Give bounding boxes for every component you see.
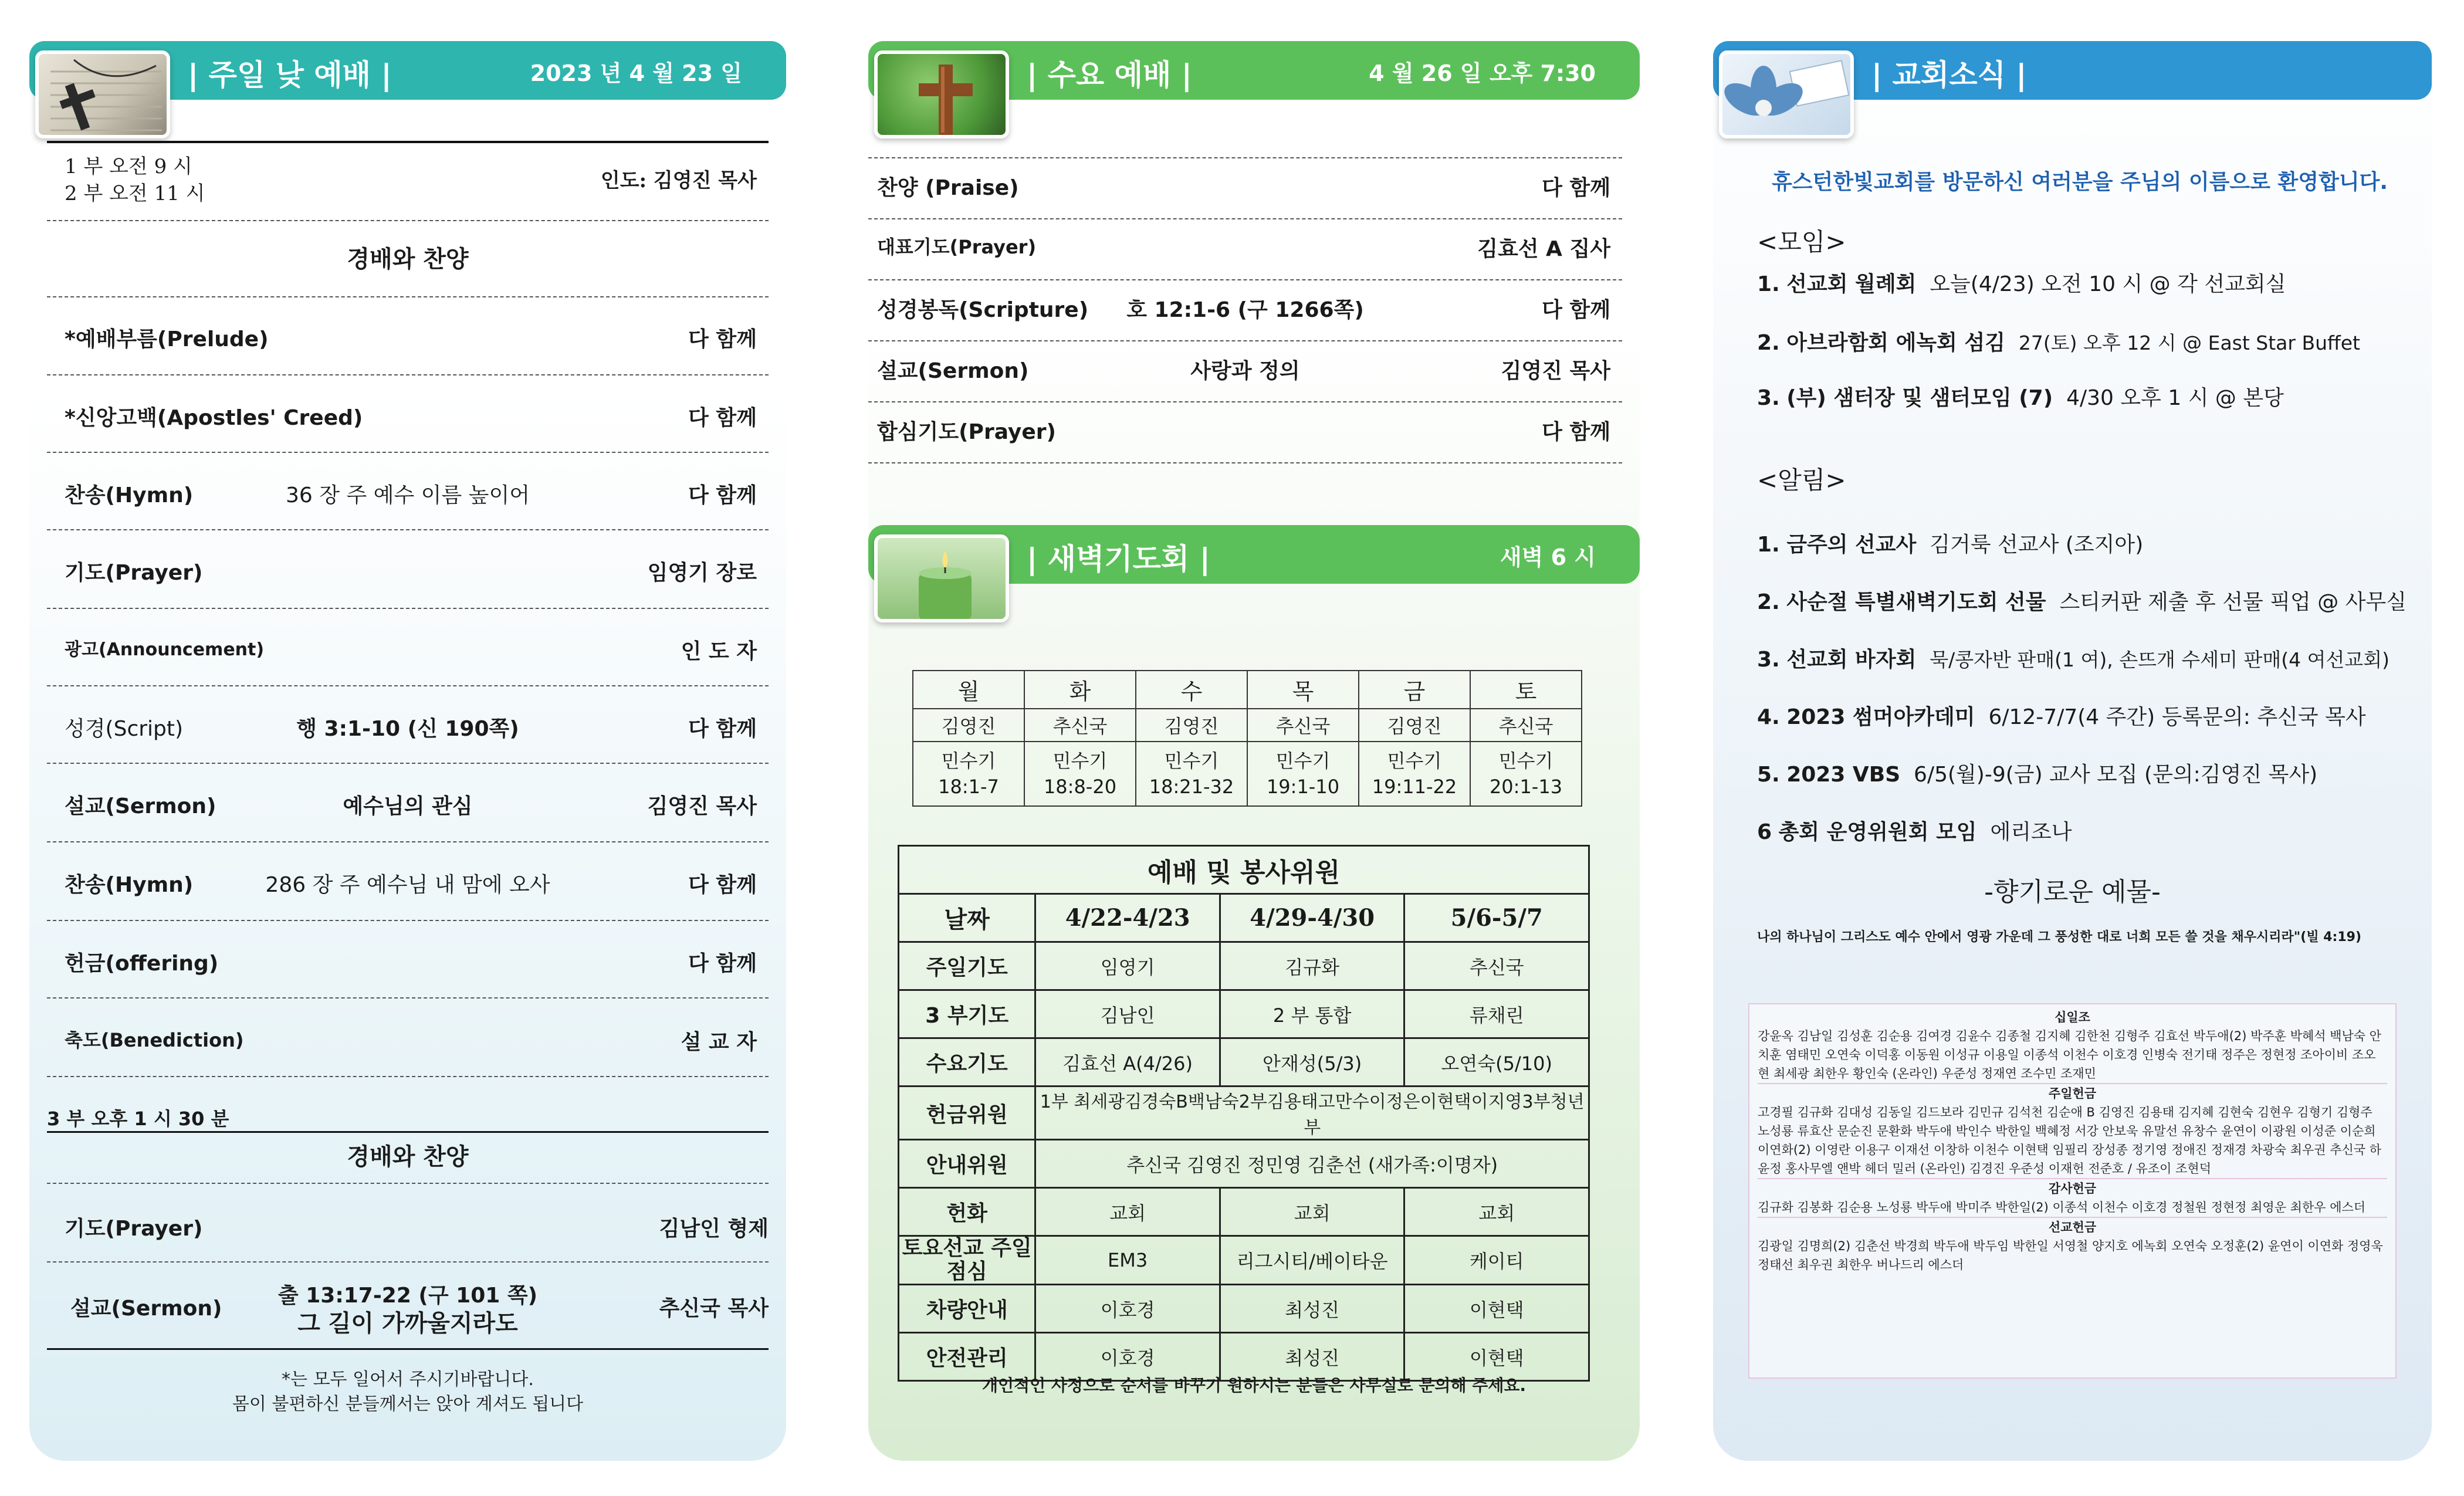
table-cell: 교회: [1220, 1188, 1404, 1236]
dawn-header-title: | 새벽기도회 |: [1027, 542, 1210, 576]
item-title: 아브라함회 에녹회 섬김: [1786, 331, 2006, 355]
sunday-times: [47, 150, 769, 209]
order-responsible: 김효선 A 집사: [1477, 237, 1610, 261]
table-cell: 김효선 A(4/26): [1035, 1038, 1220, 1087]
day-cell: 수: [1136, 671, 1247, 709]
table-cell: EM3: [1035, 1236, 1220, 1285]
date-column: 5/6-5/7: [1404, 894, 1589, 942]
table-cell: 교회: [1035, 1188, 1220, 1236]
order-responsible: 다 함께: [1542, 298, 1610, 322]
item-detail: 27(토) 오후 12 시 @ East Star Buffet: [2018, 331, 2360, 354]
order-label: 찬양 (Praise): [877, 176, 1019, 200]
order-detail: 36 장 주 예수 이름 높이어: [285, 483, 530, 507]
passage-book: 민수기: [1387, 750, 1442, 772]
passage-ref: 19:11-22: [1372, 776, 1457, 798]
table-cell: 김남인: [1035, 990, 1220, 1038]
notice-item: [1757, 815, 2072, 845]
divider: [47, 220, 769, 221]
sermon-title: 예수님의 관심: [343, 794, 473, 818]
passage-book: 민수기: [1164, 750, 1219, 772]
offering-section-title: 십일조: [2055, 1010, 2090, 1024]
item-number: 6: [1757, 820, 1772, 844]
table-cell: 안재성(5/3): [1220, 1038, 1404, 1087]
divider: [868, 462, 1622, 463]
divider: [47, 920, 769, 921]
divider: [47, 529, 769, 530]
order-responsible: 추신국 목사: [659, 1297, 769, 1321]
order-responsible: 다 함께: [688, 952, 757, 976]
item-detail: 6/12-7/7(4 주간) 등록문의: 추신국 목사: [1988, 705, 2366, 729]
wednesday-panel: [868, 41, 1640, 1461]
flower-card-image: [1719, 50, 1854, 138]
item-number: 4.: [1757, 705, 1780, 729]
table-cell: 김규화: [1220, 942, 1404, 990]
order-label: 찬송(Hymn): [65, 873, 194, 897]
candle-icon: [878, 538, 1009, 622]
wooden-cross-image: [874, 50, 1009, 138]
divider: [47, 141, 769, 143]
divider: [868, 340, 1622, 341]
order-responsible: 설 교 자: [681, 1030, 757, 1054]
table-cell: 류채린: [1404, 990, 1589, 1038]
meeting-item: [1757, 381, 2284, 411]
item-detail: 오늘(4/23) 오전 10 시 @ 각 선교회실: [1930, 272, 2286, 296]
offering-list: [1748, 1003, 2397, 1379]
order-label: 합심기도(Prayer): [877, 420, 1056, 444]
order-responsible: 다 함께: [688, 327, 757, 351]
table-cell: 이호경: [1035, 1285, 1220, 1333]
sunday-header: [29, 41, 786, 100]
date-column: 4/22-4/23: [1035, 894, 1220, 942]
flower-icon: [1722, 54, 1854, 138]
dawn-header: [868, 525, 1640, 584]
footnote-line: 몸이 불편하신 분들께서는 앉아 계셔도 됩니다: [232, 1394, 584, 1414]
divider: [47, 374, 769, 375]
item-detail: 스티커판 제출 후 선물 픽업 @ 사무실: [2059, 590, 2407, 614]
scripture-ref: 호 12:1-6 (구 1266쪽): [1126, 298, 1364, 322]
offering-section-title: 선교헌금: [1758, 1217, 2387, 1237]
divider: [47, 1131, 769, 1133]
item-detail: 김거룩 선교사 (조지아): [1930, 533, 2144, 557]
item-title: 선교회 바자회: [1786, 648, 1917, 672]
order-label: 설교(Sermon): [65, 794, 216, 818]
divider: [47, 1076, 769, 1077]
order-label: 성경(Script): [65, 717, 184, 741]
order-detail: 286 장 주 예수님 내 맘에 오사: [265, 873, 550, 897]
table-row: [899, 1236, 1589, 1285]
preacher-cell: 김영진: [913, 709, 1024, 742]
item-number: 5.: [1757, 763, 1780, 787]
day-cell: 월: [913, 671, 1024, 709]
passage-ref: 19:1-10: [1266, 776, 1340, 798]
order-responsible: 다 함께: [688, 717, 757, 741]
row-label: 안내위원: [899, 1140, 1035, 1188]
usher-members: 추신국 김영진 정민영 김춘선 (새가족:이명자): [1035, 1140, 1589, 1188]
offering-names: 고경필 김규화 김대성 김동일 김드보라 김민규 김석천 김순애 B 김영진 김용태 김지혜 김현숙 김현우 김형기 김형주 노성룡 류효산 문순진 문환화 박두애 박인수 박한일 백혜정 서강 안보욱 유말선 유창수 윤연이 이광원 이성준 이순희 이연화(2) 이영란 이용구 이재선 이창하 이천수 이현택 임필리 장성종 정기영 정애진 정재경 차광숙 최우권 추신국 하윤정 홍사무엘 앤박 헤더 밀러 (온라인) 김경진 우준성 이재헌 전준호 / 유조이 조현덕: [1758, 1105, 2382, 1176]
order-responsible: 인 도 자: [681, 639, 757, 664]
item-title: 총회 운영위원회 모임: [1778, 820, 1977, 844]
service-volunteers-table: [898, 845, 1590, 1382]
offering-section-title: 주일헌금: [1758, 1083, 2387, 1103]
passage-book: 민수기: [1052, 750, 1108, 772]
offering-names: 강윤옥 김남일 김성훈 김순용 김여경 김윤수 김종철 김지혜 김한천 김형주 김효선 박두애(2) 박주훈 박혜석 백남숙 안치훈 염태민 오연숙 이덕홍 이동원 이성규 이용일 이종석 이천수 이호경 인병숙 전기태 정주은 정현정 조아이비 조오현 최세광 최한우 황인숙 (온라인) 우준성 정재연 조수민 조재민: [1758, 1029, 2382, 1081]
table-cell: 케이티: [1404, 1236, 1589, 1285]
order-responsible: 다 함께: [688, 873, 757, 897]
order-label: 기도(Prayer): [65, 1217, 203, 1241]
scripture-ref: 출 13:17-22 (구 101 쪽): [277, 1284, 538, 1308]
wednesday-header-date: 4 월 26 일 오후 7:30: [1369, 60, 1596, 86]
sunday-header-date: 2023 년 4 월 23 일: [530, 60, 742, 86]
passage-ref: 18:8-20: [1043, 776, 1117, 798]
offering-section-title: 감사헌금: [1758, 1178, 2387, 1198]
passage-cell: [1359, 742, 1470, 806]
table-row: [899, 942, 1589, 990]
row-label: 차량안내: [899, 1285, 1035, 1333]
wednesday-header-title: | 수요 예배 |: [1027, 58, 1192, 92]
news-header-title: | 교회소식 |: [1871, 58, 2027, 92]
order-responsible: 김영진 목사: [647, 794, 757, 818]
item-number: 2.: [1757, 590, 1780, 614]
item-detail: 4/30 오후 1 시 @ 본당: [2066, 386, 2284, 410]
order-responsible: 다 함께: [688, 406, 757, 430]
order-label: 광고(Announcement): [65, 639, 265, 660]
passage-cell: [1024, 742, 1136, 806]
passage-book: 민수기: [1498, 750, 1553, 772]
order-label: 설교(Sermon): [70, 1297, 222, 1321]
order-responsible: 다 함께: [1542, 420, 1610, 444]
item-detail: 묵/콩자반 판매(1 여), 손뜨개 수세미 판매(4 여선교회): [1930, 648, 2389, 671]
day-cell: 토: [1470, 671, 1582, 709]
table-cell: 이현택: [1404, 1333, 1589, 1381]
preacher-cell: 추신국: [1247, 709, 1359, 742]
table-cell: 이호경: [1035, 1333, 1220, 1381]
divider: [47, 841, 769, 842]
notice-item: [1757, 643, 2389, 673]
order-responsible: 다 함께: [1542, 176, 1610, 200]
order-label: *신앙고백(Apostles' Creed): [65, 406, 363, 430]
row-label: 3 부기도: [899, 990, 1035, 1038]
sunday-header-title: | 주일 낮 예배 |: [188, 58, 392, 92]
notice-item: [1757, 528, 2143, 558]
offering-verse: 나의 하나님이 그리스도 예수 안에서 영광 가운데 그 풍성한 대로 너희 모든 쓸 것을 채우시리라"(빌 4:19): [1757, 930, 2362, 945]
divider: [47, 452, 769, 453]
section-title-text: 경배와 찬양: [347, 1143, 469, 1170]
item-number: 1.: [1757, 272, 1780, 296]
order-item: [47, 1279, 769, 1343]
passage-cell: [1136, 742, 1247, 806]
order-label: 축도(Benediction): [65, 1029, 244, 1051]
item-detail: 에리조나: [1990, 820, 2072, 844]
passage-cell: [1247, 742, 1359, 806]
order-label: 헌금(offering): [65, 952, 219, 976]
day-cell: 금: [1359, 671, 1470, 709]
offering-names: 김규화 김봉화 김순용 노성룡 박두애 박미주 박한일(2) 이종석 이천수 이호경 정철원 정현정 최영운 최한우 에스더: [1758, 1200, 2366, 1214]
table-cell: 교회: [1404, 1188, 1589, 1236]
preacher-cell: 김영진: [1359, 709, 1470, 742]
table-cell: 2 부 통합: [1220, 990, 1404, 1038]
order-responsible: 김영진 목사: [1501, 359, 1610, 383]
news-header: [1713, 41, 2432, 100]
item-title: 2023 VBS: [1786, 763, 1901, 787]
preacher-cell: 추신국: [1470, 709, 1582, 742]
leader: 인도: 김영진 목사: [600, 169, 757, 192]
divider: [868, 218, 1622, 219]
table-note-text: 개인적인 사정으로 순서를 바꾸기 원하시는 분들은 사무실로 문의해 주세요.: [981, 1376, 1527, 1395]
divider: [47, 296, 769, 297]
table-cell: 최성진: [1220, 1285, 1404, 1333]
table-caption: 예배 및 봉사위원: [899, 846, 1589, 894]
table-row: [899, 990, 1589, 1038]
candle-image: [874, 534, 1009, 622]
day-cell: 목: [1247, 671, 1359, 709]
meeting-item: [1757, 326, 2360, 356]
order-responsible: 김남인 형제: [659, 1217, 769, 1241]
sunday-worship-panel: [29, 41, 786, 1461]
table-cell: 이현택: [1404, 1285, 1589, 1333]
divider: [47, 1348, 769, 1350]
item-number: 3.: [1757, 386, 1780, 410]
item-title: 2023 썸머아카데미: [1786, 705, 1975, 729]
order-label: 설교(Sermon): [877, 359, 1029, 383]
passage-ref: 20:1-13: [1489, 776, 1563, 798]
dawn-header-time: 새벽 6 시: [1500, 544, 1596, 570]
preacher-cell: 추신국: [1024, 709, 1136, 742]
item-title: 사순절 특별새벽기도회 선물: [1786, 590, 2046, 614]
table-cell: 최성진: [1220, 1333, 1404, 1381]
item-title: 선교회 월례회: [1786, 272, 1917, 296]
sermon-title: 사랑과 정의: [1190, 359, 1300, 383]
divider: [47, 763, 769, 764]
date-label: 날짜: [899, 894, 1035, 942]
item-title: 금주의 선교사: [1786, 533, 1917, 557]
notice-item: [1757, 700, 2366, 730]
notices-title: <알림>: [1757, 466, 1846, 495]
order-label: 찬송(Hymn): [65, 483, 194, 507]
service-time-1: 1 부 오전 9 시: [65, 155, 192, 178]
section-title-text: 경배와 찬양: [347, 246, 469, 273]
notice-item: [1757, 758, 2317, 788]
item-detail: 6/5(월)-9(금) 교사 모집 (문의:김영진 목사): [1914, 763, 2318, 787]
divider: [47, 1183, 769, 1184]
third-service-time: 3 부 오후 1 시 30 분: [47, 1108, 229, 1130]
meeting-item: [1757, 268, 2286, 297]
meetings-title: <모임>: [1757, 228, 1846, 256]
cross-icon: [878, 54, 1009, 138]
date-column: 4/29-4/30: [1220, 894, 1404, 942]
offering-names: 김광일 김명희(2) 김춘선 박경희 박두애 박두임 박한일 서영철 양지호 에녹회 오연숙 오정훈(2) 윤연이 이연화 정영욱 정태선 최우권 최한우 버나드리 에스더: [1758, 1239, 2383, 1272]
order-detail: 행 3:1-10 (신 190쪽): [296, 717, 519, 741]
table-cell: 추신국: [1404, 942, 1589, 990]
preacher-cell: 김영진: [1136, 709, 1247, 742]
day-cell: 화: [1024, 671, 1136, 709]
notice-item: [1757, 585, 2407, 615]
item-title: (부) 샘터장 및 샘터모임 (7): [1786, 386, 2053, 410]
passage-cell: [1470, 742, 1582, 806]
table-row: [899, 1188, 1589, 1236]
row-label: 안전관리: [899, 1333, 1035, 1381]
order-label: 대표기도(Prayer): [877, 236, 1037, 258]
divider: [868, 157, 1622, 158]
row-label: 헌금위원: [899, 1087, 1035, 1140]
cross-icon: [39, 54, 170, 138]
order-label: 기도(Prayer): [65, 561, 203, 585]
divider: [47, 685, 769, 686]
church-news-panel: [1713, 41, 2432, 1461]
divider: [47, 1261, 769, 1263]
order-responsible: 다 함께: [688, 483, 757, 507]
offering-title: -향기로운 예물-: [1984, 877, 2161, 907]
divider: [47, 608, 769, 609]
order-label: 성경봉독(Scripture): [877, 298, 1089, 322]
item-number: 2.: [1757, 331, 1780, 355]
wednesday-header: [868, 41, 1640, 100]
row-label: 주일기도: [899, 942, 1035, 990]
bible-cross-image: [35, 50, 170, 138]
passage-book: 민수기: [941, 750, 996, 772]
welcome-message: 휴스턴한빛교회를 방문하신 여러분을 주님의 이름으로 환영합니다.: [1772, 170, 2388, 194]
passage-book: 민수기: [1275, 750, 1331, 772]
table-row: [899, 1087, 1589, 1140]
table-cell: 오연숙(5/10): [1404, 1038, 1589, 1087]
offering-members: 1부 최세광김경숙B백남숙2부김용태고만수이정은이현택이지영3부청년부: [1035, 1087, 1589, 1140]
passage-ref: 18:1-7: [938, 776, 999, 798]
divider: [47, 997, 769, 999]
table-row: [899, 1038, 1589, 1087]
table-row: [899, 1285, 1589, 1333]
dawn-schedule-table: [912, 670, 1582, 807]
row-label: 수요기도: [899, 1038, 1035, 1087]
passage-ref: 18:21-32: [1149, 776, 1234, 798]
order-responsible: 임영기 장로: [647, 561, 757, 585]
divider: [868, 401, 1622, 402]
divider: [868, 279, 1622, 280]
footnote-line: *는 모두 일어서 주시기바랍니다.: [282, 1369, 534, 1390]
service-time-2: 2 부 오전 11 시: [65, 182, 205, 205]
item-number: 3.: [1757, 648, 1780, 672]
item-number: 1.: [1757, 533, 1780, 557]
passage-cell: [913, 742, 1024, 806]
order-label: *예배부름(Prelude): [65, 327, 269, 351]
table-cell: 임영기: [1035, 942, 1220, 990]
table-row: [899, 1140, 1589, 1188]
table-cell: 리그시티/베이타운: [1220, 1236, 1404, 1285]
row-label: 토요선교 주일점심: [899, 1236, 1035, 1285]
sermon-title: 그 길이 가까울지라도: [297, 1310, 518, 1337]
row-label: 헌화: [899, 1188, 1035, 1236]
